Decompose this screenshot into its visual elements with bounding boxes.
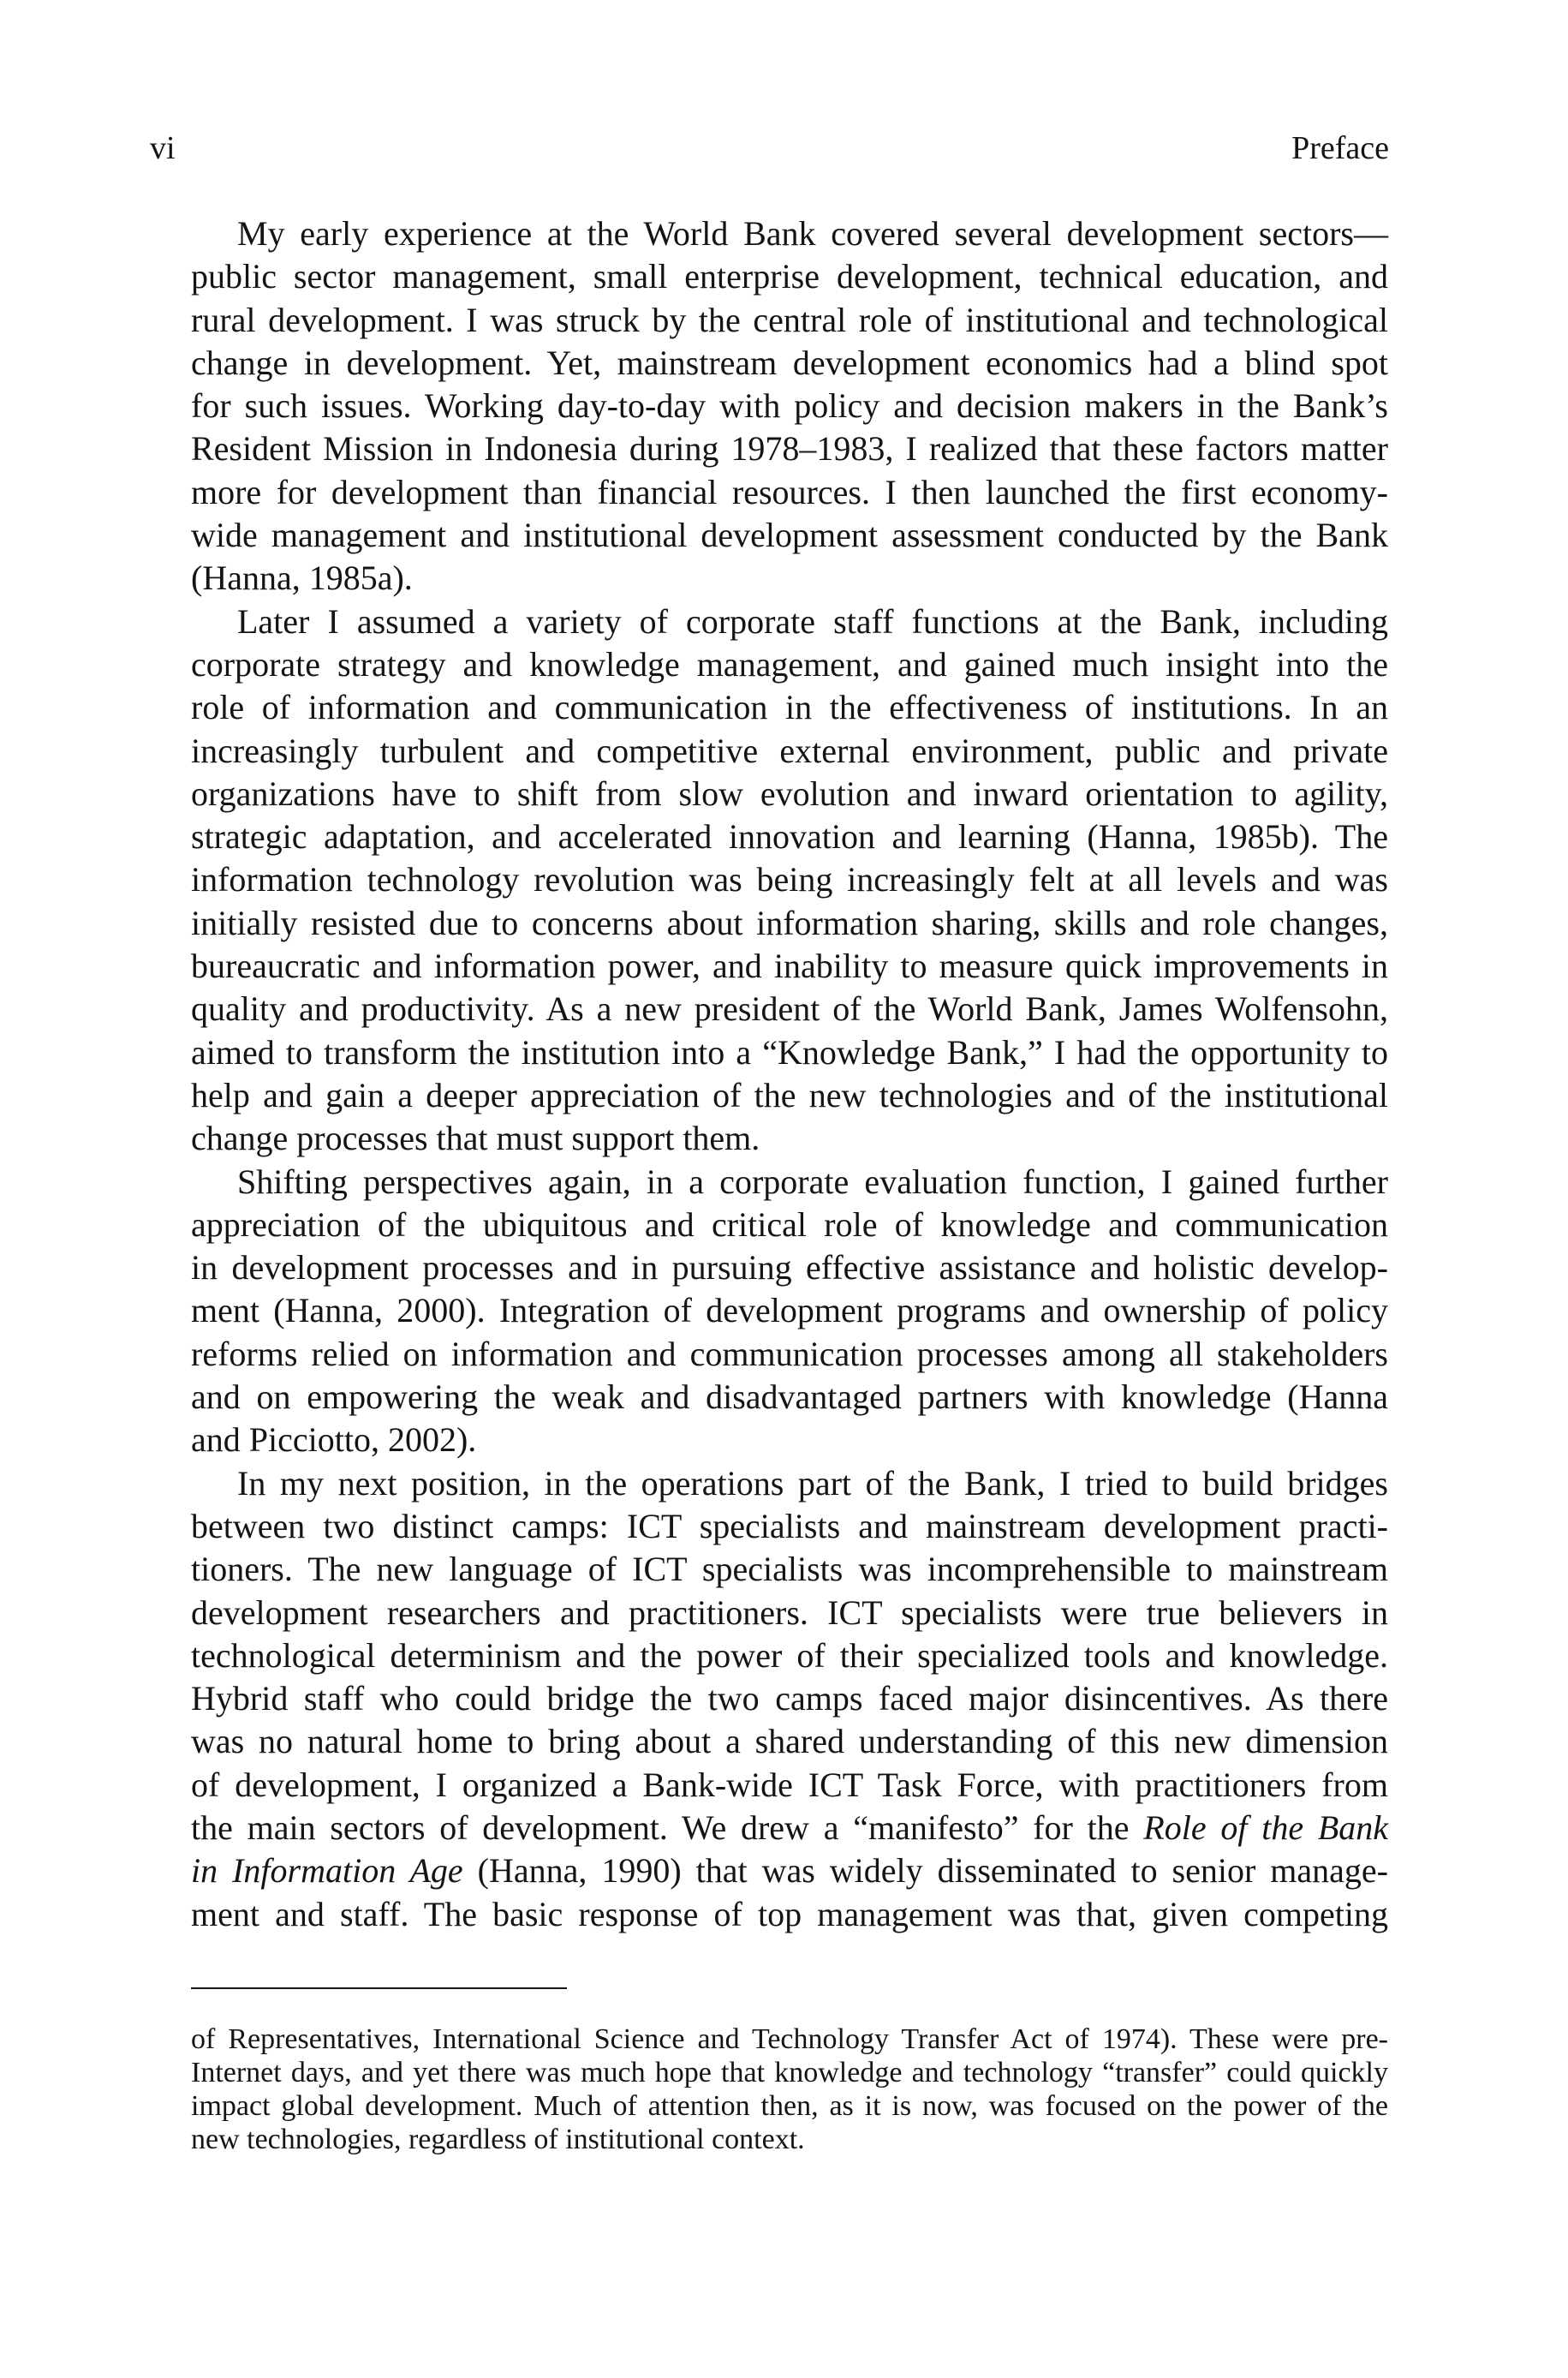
text-line: increasingly turbulent and competitive external environment, public and private [191, 731, 1388, 770]
running-head: Preface [1291, 130, 1389, 166]
text-line: appreciation of the ubiquitous and critical role of knowledge and communication [191, 1204, 1388, 1244]
footnote-line: impact global development. Much of attention then, as it is now, was focused on the power of the [191, 2090, 1388, 2122]
text-line: help and gain a deeper appreciation of the new technologies and of the institutional [191, 1075, 1388, 1114]
text-line: development researchers and practitioners. ICT specialists were true believers in [191, 1592, 1388, 1632]
text-line: rural development. I was struck by the central role of institutional and technological [191, 300, 1388, 339]
text-line: tioners. The new language of ICT specialists was incomprehensible to mainstream [191, 1550, 1388, 1589]
book-title-italic: in Information Age [191, 1851, 463, 1891]
page-number: vi [150, 130, 176, 166]
footnote-line: of Representatives, International Science and Technology Transfer Act of 1974). These were pre- [191, 2023, 1388, 2055]
footnote-line: new technologies, regardless of institutional context. [191, 2124, 805, 2155]
text-line: aimed to transform the institution into a “Knowledge Bank,” I had the opportunity to [191, 1032, 1388, 1072]
text-line: and on empowering the weak and disadvantaged partners with knowledge (Hanna [191, 1377, 1388, 1417]
text-line: in development processes and in pursuing effective assistance and holistic develop- [191, 1248, 1388, 1288]
text-line: public sector management, small enterprise development, technical education, and [191, 257, 1388, 296]
text-segment: (Hanna, 1990) that was widely disseminated to senior manage- [462, 1851, 1388, 1891]
text-line: In my next position, in the operations part of the Bank, I tried to build bridges [237, 1463, 1388, 1503]
text-line: bureaucratic and information power, and inability to measure quick improvements in [191, 947, 1388, 986]
paragraph-4 [191, 1462, 1388, 1936]
text-line: between two distinct camps: ICT specialists and mainstream development practi- [191, 1506, 1388, 1545]
text-line: (Hanna, 1985a). [191, 559, 413, 598]
footnote [191, 2022, 1388, 2156]
text-line: change in development. Yet, mainstream development economics had a blind spot [191, 343, 1388, 382]
text-line: My early experience at the World Bank covered several development sectors— [237, 214, 1388, 253]
footnote-rule [191, 1987, 567, 1989]
footnote-line: Internet days, and yet there was much hope that knowledge and technology “transfer” could quickly [191, 2057, 1388, 2088]
text-line: change processes that must support them. [191, 1119, 760, 1158]
text-line: ment and staff. The basic response of top management was that, given competing [191, 1894, 1388, 1933]
paragraph-3 [191, 1161, 1388, 1462]
text-line: quality and productivity. As a new president of the World Bank, James Wolfensohn, [191, 989, 1388, 1029]
text-segment: the main sectors of development. We drew a “manifesto” for the [191, 1807, 1144, 1847]
text-line: initially resisted due to concerns about information sharing, skills and role changes, [191, 903, 1388, 942]
text-line: technological determinism and the power of their specialized tools and knowledge. [191, 1635, 1388, 1675]
text-line: Later I assumed a variety of corporate staff functions at the Bank, including [237, 601, 1388, 641]
text-line: Hybrid staff who could bridge the two camps faced major disincentives. As there [191, 1679, 1388, 1718]
page-header [150, 127, 1389, 170]
text-line: corporate strategy and knowledge management, and gained much insight into the [191, 644, 1388, 684]
book-title-italic: Role of the Bank [1143, 1807, 1389, 1847]
text-line: was no natural home to bring about a shared understanding of this new dimension [191, 1722, 1388, 1761]
text-line: wide management and institutional development assessment conducted by the Bank [191, 516, 1388, 555]
text-line: more for development than financial resources. I then launched the first economy- [191, 472, 1388, 511]
text-line: reforms relied on information and communication processes among all stakeholders [191, 1334, 1388, 1373]
text-line: organizations have to shift from slow evolution and inward orientation to agility, [191, 774, 1388, 813]
text-line [191, 1807, 1388, 1849]
text-line: role of information and communication in the effectiveness of institutions. In an [191, 688, 1388, 727]
body-text [191, 212, 1388, 1936]
text-line: Resident Mission in Indonesia during 1978–1983, I realized that these factors matter [191, 429, 1388, 469]
paragraph-2 [191, 600, 1388, 1161]
text-line: and Picciotto, 2002). [191, 1420, 477, 1460]
text-line: strategic adaptation, and accelerated innovation and learning (Hanna, 1985b). The [191, 817, 1388, 857]
text-line: for such issues. Working day-to-day with policy and decision makers in the Bank’s [191, 386, 1388, 426]
text-line: information technology revolution was being increasingly felt at all levels and was [191, 860, 1388, 899]
paragraph-1 [191, 212, 1388, 600]
text-line: of development, I organized a Bank-wide ICT Task Force, with practitioners from [191, 1765, 1388, 1804]
text-line: Shifting perspectives again, in a corporate evaluation function, I gained further [237, 1162, 1388, 1201]
text-line: ment (Hanna, 2000). Integration of development programs and ownership of policy [191, 1291, 1388, 1330]
text-line [191, 1849, 1388, 1892]
